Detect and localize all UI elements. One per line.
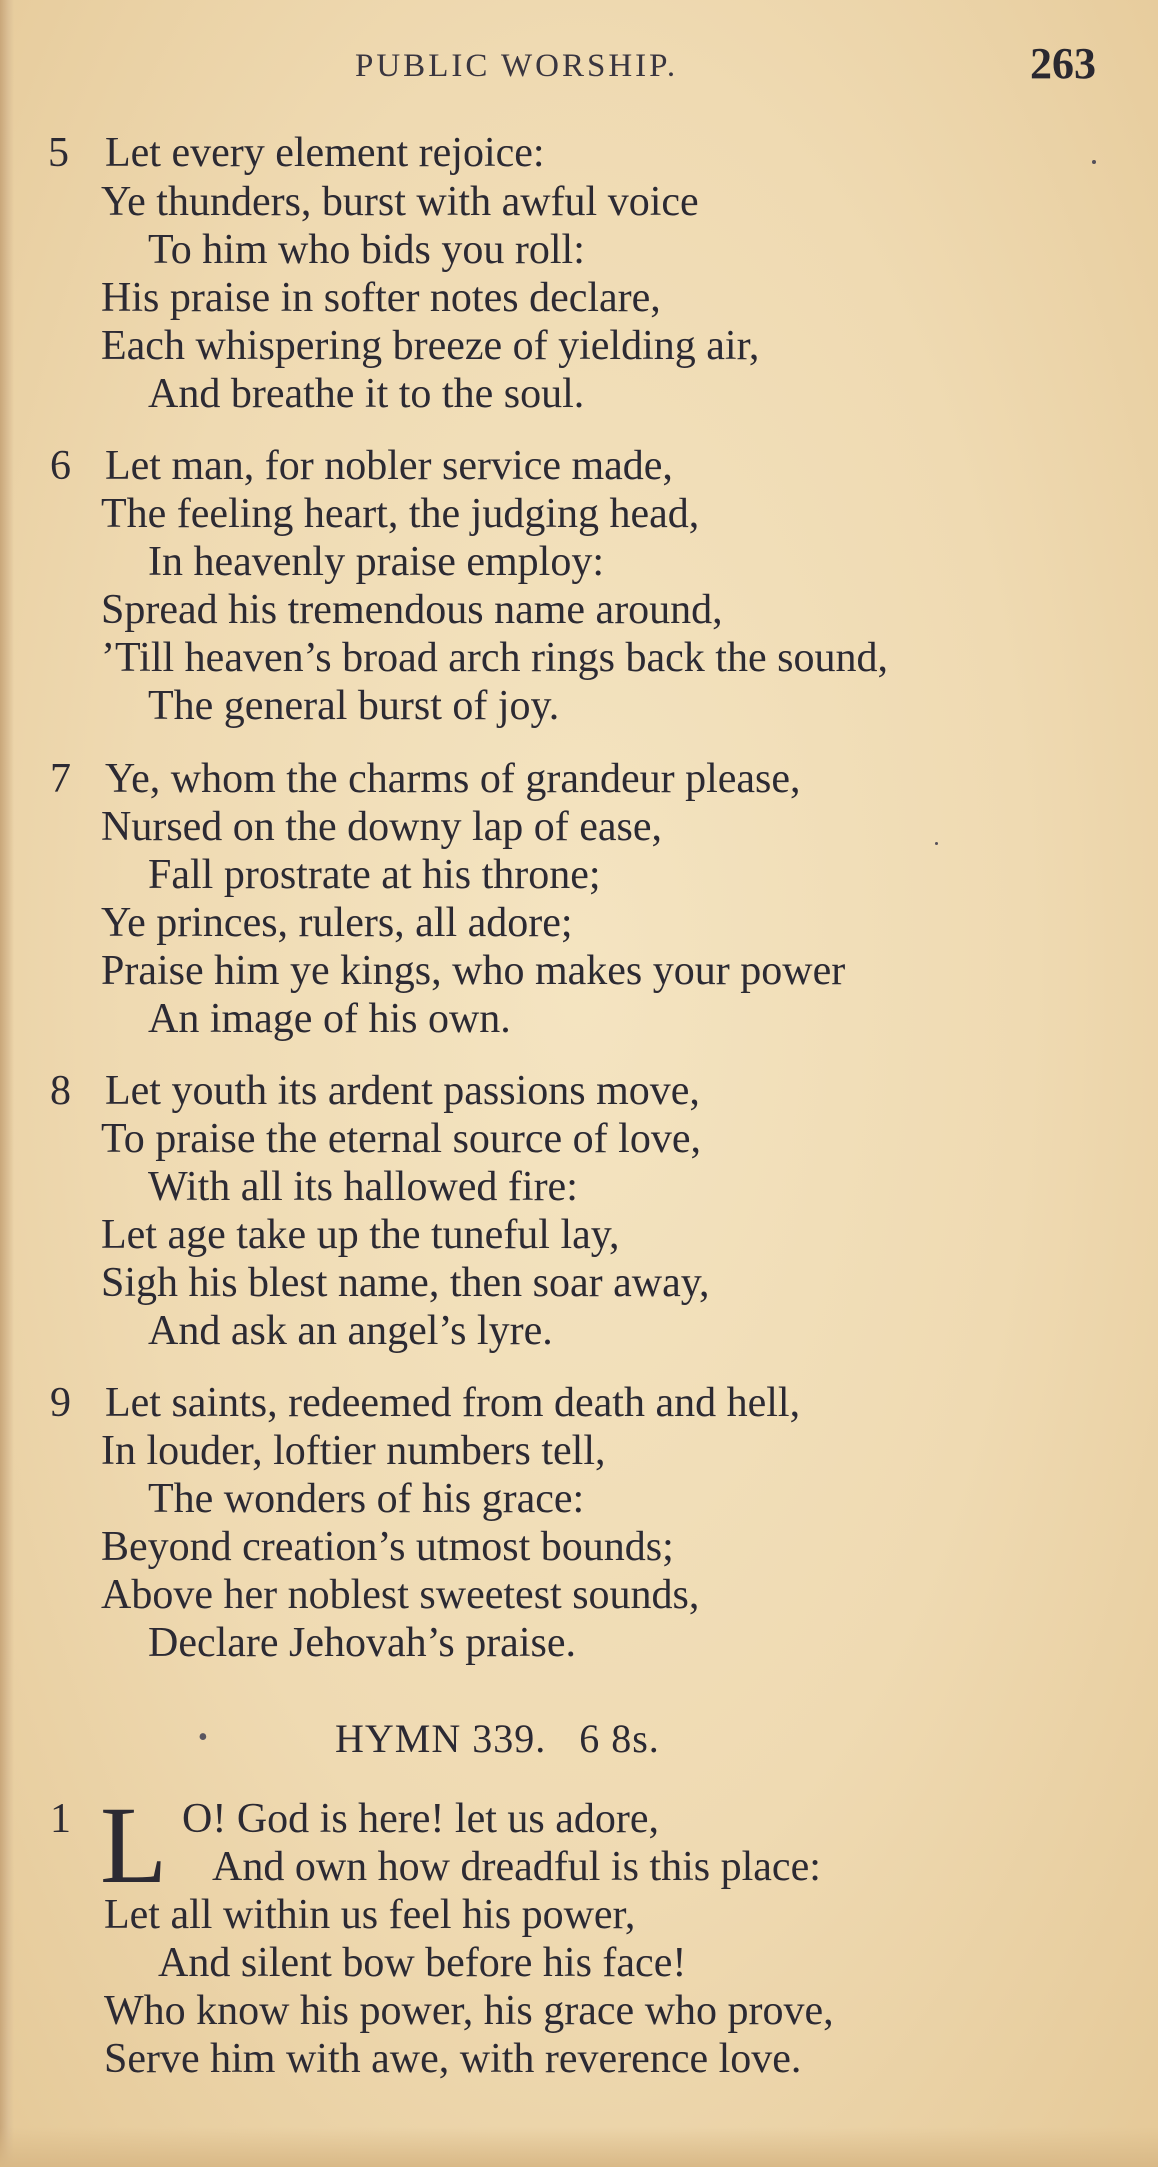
verse-line: Declare Jehovah’s praise. xyxy=(148,1620,576,1666)
stanza-number: 7 xyxy=(50,756,71,802)
verse-line: Praise him ye kings, who makes your power xyxy=(101,948,846,994)
verse-line: And breathe it to the soul. xyxy=(148,371,585,417)
verse-line: Let age take up the tuneful lay, xyxy=(101,1212,620,1258)
ink-speck xyxy=(1092,160,1096,164)
stanza-number: 9 xyxy=(50,1380,71,1426)
ink-speck xyxy=(935,842,938,845)
verse-line: Let saints, redeemed from death and hell, xyxy=(105,1380,801,1426)
verse-line: Who know his power, his grace who prove, xyxy=(104,1988,834,2034)
verse-line: To praise the eternal source of love, xyxy=(101,1116,701,1162)
verse-line: Spread his tremendous name around, xyxy=(101,587,723,633)
verse-line: Serve him with awe, with reverence love. xyxy=(104,2036,802,2082)
verse-line: And silent bow before his face! xyxy=(158,1940,687,1986)
verse-line: Sigh his blest name, then soar away, xyxy=(101,1260,710,1306)
verse-line: The feeling heart, the judging head, xyxy=(101,491,700,537)
stanza-number: 8 xyxy=(50,1068,71,1114)
verse-line: Let man, for nobler service made, xyxy=(105,443,673,489)
stanza-number: 6 xyxy=(50,443,71,489)
verse-line: Ye, whom the charms of grandeur please, xyxy=(105,756,801,802)
verse-line: Let all within us feel his power, xyxy=(104,1892,636,1938)
verse-line: The general burst of joy. xyxy=(148,683,560,729)
verse-line: Nursed on the downy lap of ease, xyxy=(101,804,663,850)
verse-line: Beyond creation’s utmost bounds; xyxy=(101,1524,674,1570)
verse-line: ’Till heaven’s broad arch rings back the sound, xyxy=(101,635,888,681)
verse-line: Let youth its ardent passions move, xyxy=(105,1068,700,1114)
page-number: 263 xyxy=(1030,39,1096,88)
verse-line: In heavenly praise employ: xyxy=(148,539,605,585)
verse-line: An image of his own. xyxy=(148,996,511,1042)
verse-line: Ye princes, rulers, all adore; xyxy=(101,900,573,946)
page-bottom-edge xyxy=(0,2127,1158,2167)
drop-cap: L xyxy=(100,1784,168,1906)
verse-line: Fall prostrate at his throne; xyxy=(148,852,601,898)
stanza-number: 5 xyxy=(48,130,69,176)
verse-line: Each whispering breeze of yielding air, xyxy=(101,323,760,369)
verse-line: With all its hallowed fire: xyxy=(148,1164,578,1210)
verse-line: The wonders of his grace: xyxy=(148,1476,585,1522)
verse-line: And ask an angel’s lyre. xyxy=(148,1308,553,1354)
heading-bullet: • xyxy=(198,1722,208,1753)
hymn-heading: HYMN 339. 6 8s. xyxy=(335,1716,660,1761)
page-left-edge xyxy=(0,0,14,2167)
stanza-number: 1 xyxy=(50,1796,71,1842)
running-head: PUBLIC WORSHIP. xyxy=(355,48,679,84)
verse-line: O! God is here! let us adore, xyxy=(182,1796,660,1842)
verse-line: In louder, loftier numbers tell, xyxy=(101,1428,606,1474)
verse-line: Ye thunders, burst with awful voice xyxy=(101,179,699,225)
verse-line: Let every element rejoice: xyxy=(105,130,545,176)
verse-line: His praise in softer notes declare, xyxy=(101,275,661,321)
verse-line: To him who bids you roll: xyxy=(148,227,585,273)
verse-line: And own how dreadful is this place: xyxy=(212,1844,821,1890)
verse-line: Above her noblest sweetest sounds, xyxy=(101,1572,700,1618)
